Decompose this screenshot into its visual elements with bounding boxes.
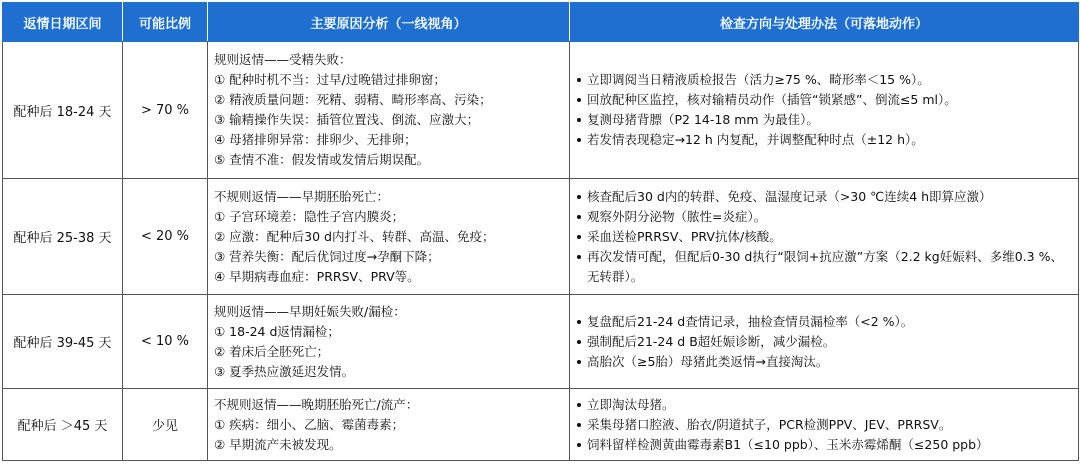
- cause-cell: [208, 389, 570, 461]
- action-cell: [570, 179, 1079, 295]
- cause-item: ③ 营养失衡：配后优饲过度→孕酮下降；: [214, 248, 440, 264]
- action-item: 强制配后21-24 d B超妊娠诊断，减少漏检。: [576, 332, 1074, 352]
- action-item: 复盘配后21-24 d查情记录，抽检查情员漏检率（<2 %）。: [576, 312, 1074, 332]
- period-cell: 配种后 ＞45 天: [3, 389, 123, 461]
- cause-cell: [208, 179, 570, 295]
- action-cell: [570, 295, 1079, 389]
- cause-item: ① 疾病：细小、乙脑、霉菌毒素；: [214, 416, 405, 432]
- cause-cell: [208, 42, 570, 179]
- header-ratio: 可能比例: [123, 3, 208, 42]
- action-item: 饲料留样检测黄曲霉毒素B1（≤10 ppb）、玉米赤霉烯酮（≤250 ppb）: [576, 435, 1074, 455]
- cause-item: ① 18-24 d返情漏检；: [214, 323, 340, 339]
- action-list: [576, 312, 1074, 372]
- ratio-cell: > 70 %: [123, 42, 208, 179]
- header-row: [3, 3, 1079, 42]
- cause-cell: [208, 295, 570, 389]
- action-item: 再次发情可配，但配后0-30 d执行“限饲+抗应激”方案（2.2 kg妊娠料、多维0.3 %、无转群）。: [576, 247, 1074, 287]
- period-cell: 配种后 39-45 天: [3, 295, 123, 389]
- action-cell: [570, 42, 1079, 179]
- ratio-cell: 少见: [123, 389, 208, 461]
- header-action: 检查方向与处理办法（可落地动作）: [570, 3, 1079, 42]
- cause-item: ② 早期流产未被发现。: [214, 436, 342, 452]
- action-item: 回放配种区监控，核对输精员动作（插管“锁紧感”、倒流≤5 ml）。: [576, 90, 1074, 110]
- period-cell: 配种后 25-38 天: [3, 179, 123, 295]
- cause-item: ① 子宫环境差：隐性子宫内膜炎；: [214, 208, 405, 224]
- cause-title: 规则返情——受精失败：: [214, 52, 352, 67]
- action-item: 采血送检PRRSV、PRV抗体/核酸。: [576, 227, 1074, 247]
- action-list: [576, 187, 1074, 287]
- cause-title: 规则返情——早期妊娠失败/漏检：: [214, 303, 406, 319]
- header-period: 返情日期区间: [3, 3, 123, 42]
- table-row: [3, 42, 1079, 179]
- cause-item: ③ 输精操作失误：插管位置浅、倒流、应激大；: [214, 112, 480, 127]
- action-list: [576, 70, 1074, 150]
- action-item: 高胎次（≥5胎）母猪此类返情→直接淘汰。: [576, 352, 1074, 372]
- action-cell: [570, 389, 1079, 461]
- action-item: 核查配后30 d内的转群、免疫、温湿度记录（>30 ℃连续4 h即算应激）: [576, 187, 1074, 207]
- action-item: 立即调阅当日精液质检报告（活力≥75 %、畸形率＜15 %）。: [576, 70, 1074, 90]
- cause-item: ③ 夏季热应激延迟发情。: [214, 363, 355, 379]
- cause-item: ② 精液质量问题：死精、弱精、畸形率高、污染；: [214, 92, 492, 107]
- cause-item: ② 应激：配种后30 d内打斗、转群、高温、免疫；: [214, 228, 495, 244]
- cause-item: ⑤ 查情不准：假发情或发情后期误配。: [214, 152, 430, 167]
- cause-item: ① 配种时机不当：过早/过晚错过排卵窗；: [214, 72, 446, 87]
- action-list: [576, 395, 1074, 455]
- header-cause: 主要原因分析（一线视角）: [208, 3, 570, 42]
- cause-item: ④ 早期病毒血症：PRRSV、PRV等。: [214, 268, 420, 284]
- table-row: [3, 179, 1079, 295]
- action-item: 立即淘汰母猪。: [576, 395, 1074, 415]
- action-item: 观察外阴分泌物（脓性=炎症）。: [576, 207, 1074, 227]
- table-row: [3, 389, 1079, 461]
- cause-title: 不规则返情——晚期胚胎死亡/流产：: [214, 396, 419, 412]
- action-item: 复测母猪背膘（P2 14-18 mm 为最佳）。: [576, 110, 1074, 130]
- period-cell: 配种后 18-24 天: [3, 42, 123, 179]
- ratio-cell: < 20 %: [123, 179, 208, 295]
- cause-item: ④ 母猪排卵异常：排卵少、无排卵；: [214, 132, 417, 147]
- cause-item: ② 着床后全胚死亡；: [214, 343, 330, 359]
- table-row: [3, 295, 1079, 389]
- action-item: 若发情表现稳定→12 h 内复配，并调整配种时点（±12 h）。: [576, 130, 1074, 150]
- action-item: 采集母猪口腔液、胎衣/阴道拭子，PCR检测PPV、JEV、PRRSV。: [576, 415, 1074, 435]
- return-estrus-table: [2, 2, 1079, 461]
- ratio-cell: < 10 %: [123, 295, 208, 389]
- cause-title: 不规则返情——早期胚胎死亡：: [214, 188, 390, 204]
